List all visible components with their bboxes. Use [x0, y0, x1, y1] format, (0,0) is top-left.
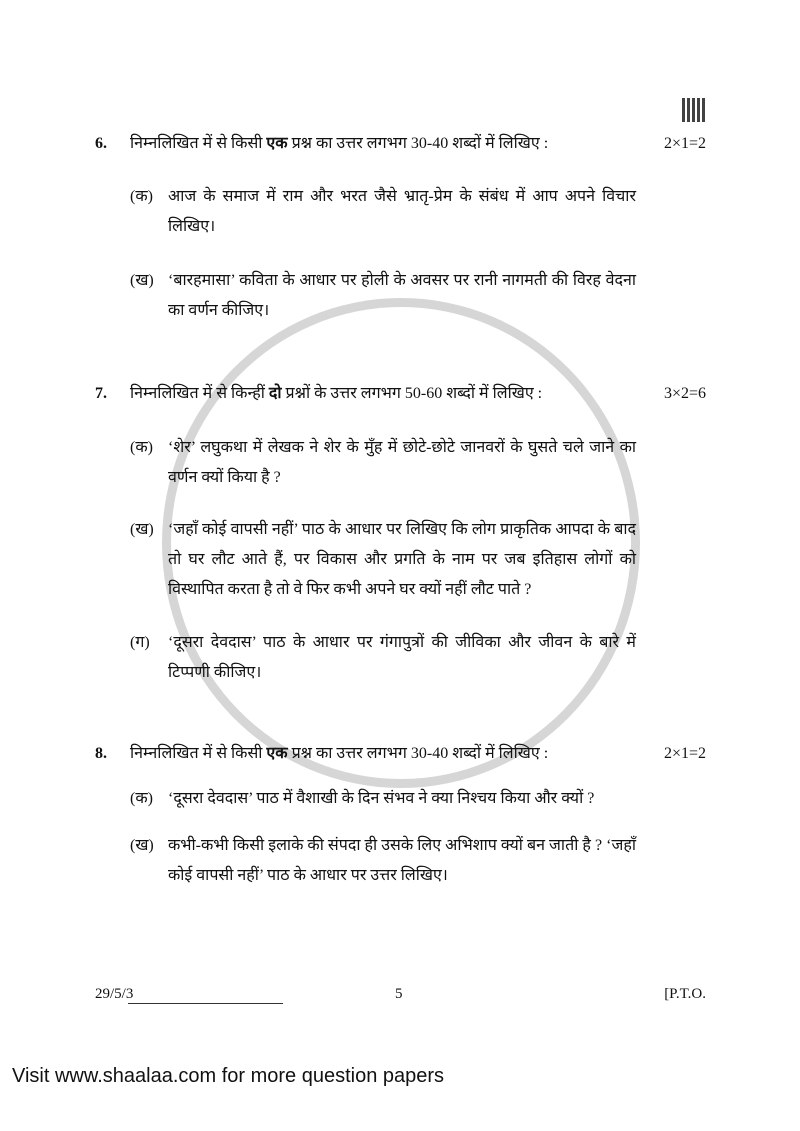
- option-label: (क): [130, 790, 153, 807]
- question-number: 7.: [95, 385, 107, 402]
- option-text: ‘बारहमासा’ कविता के आधार पर होली के अवसर पर रानी नागमती की विरह वेदना का वर्णन कीजिए।: [168, 272, 636, 319]
- option-label: (क): [130, 188, 153, 205]
- option-label: (ख): [130, 521, 154, 538]
- option-text: आज के समाज में राम और भरत जैसे भ्रातृ-प्रेम के संबंध में आप अपने विचार लिखिए।: [168, 188, 636, 235]
- please-turn-over: [P.T.O.: [664, 986, 706, 1002]
- question-number: 8.: [95, 745, 107, 762]
- paper-code: 29/5/3: [95, 986, 134, 1002]
- option: [130, 831, 706, 891]
- footer-divider: [128, 1003, 283, 1004]
- question-text: निम्नलिखित में से किसी एक प्रश्न का उत्तर लगभग 30-40 शब्दों में लिखिए :: [130, 745, 549, 762]
- question-8: [95, 744, 706, 764]
- option: [130, 515, 706, 605]
- option-label: (ख): [130, 837, 154, 854]
- question-marks: 3×2=6: [663, 385, 706, 402]
- question-text: निम्नलिखित में से किन्हीं दो प्रश्नों के उत्तर लगभग 50-60 शब्दों में लिखिए :: [130, 385, 543, 402]
- option: [130, 628, 706, 688]
- option: [130, 182, 706, 242]
- option-label: (ख): [130, 272, 154, 289]
- question-text: निम्नलिखित में से किसी एक प्रश्न का उत्तर लगभग 30-40 शब्दों में लिखिए :: [130, 135, 549, 152]
- question-marks: 2×1=2: [663, 745, 706, 762]
- question-marks: 2×1=2: [663, 135, 706, 152]
- option: [130, 784, 706, 814]
- option-text: कभी-कभी किसी इलाके की संपदा ही उसके लिए अभिशाप क्यों बन जाती है ? ‘जहाँ कोई वापसी नहीं’ पाठ के आधार पर उत्तर लिखिए।: [168, 837, 636, 884]
- option: [130, 266, 706, 326]
- question-7: [95, 384, 706, 404]
- option-text: ‘जहाँ कोई वापसी नहीं’ पाठ के आधार पर लिखिए कि लोग प्राकृतिक आपदा के बाद तो घर लौट आते हैं, पर विकास और प्रगति के नाम पर जब इतिहास लोगों को विस्थापित करता है तो वे फिर कभी अपने घर क्यों नहीं लौट पाते ?: [168, 521, 636, 598]
- page-number: 5: [395, 986, 403, 1002]
- option-label: (क): [130, 439, 153, 456]
- option-text: ‘दूसरा देवदास’ पाठ के आधार पर गंगापुत्रों की जीविका और जीवन के बारे में टिप्पणी कीजिए।: [168, 634, 636, 681]
- option: [130, 433, 706, 493]
- option-text: ‘शेर’ लघुकथा में लेखक ने शेर के मुँह में छोटे-छोटे जानवरों के घुसते चले जाने का वर्णन क्यों किया है ?: [168, 439, 636, 486]
- qr-code-icon: [682, 98, 706, 122]
- option-label: (ग): [130, 634, 150, 651]
- question-6: [95, 134, 706, 154]
- option-text: ‘दूसरा देवदास’ पाठ में वैशाखी के दिन संभव ने क्या निश्चय किया और क्यों ?: [168, 790, 595, 807]
- visit-link-text[interactable]: Visit www.shaalaa.com for more question papers: [12, 1065, 445, 1087]
- question-number: 6.: [95, 135, 107, 152]
- question-list: [95, 134, 706, 891]
